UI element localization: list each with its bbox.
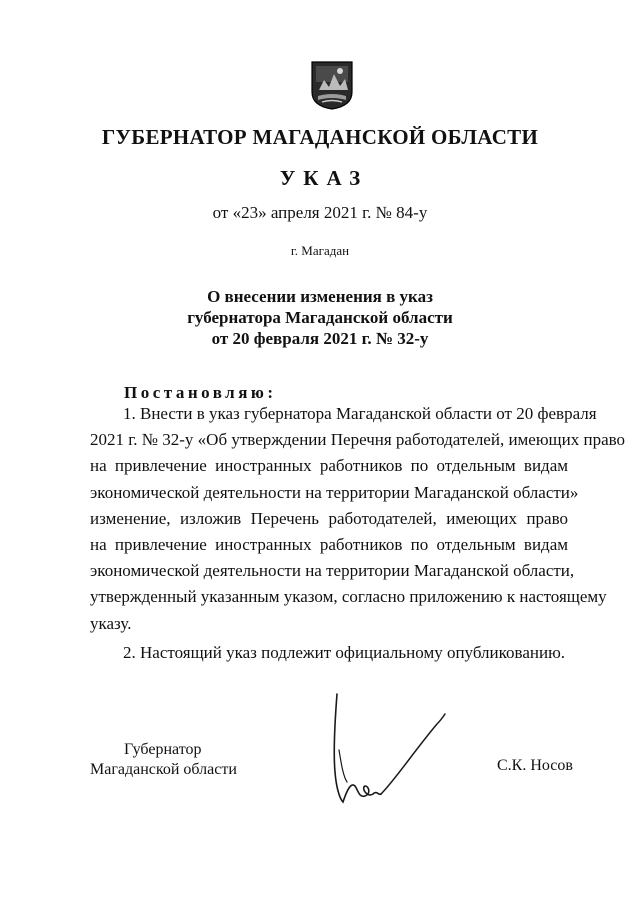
- subject-line: губернатора Магаданской области: [187, 308, 453, 327]
- document-type: УКАЗ: [279, 166, 369, 190]
- paragraph-line: на привлечение иностранных работников по отдельным видам: [90, 534, 568, 554]
- paragraph-line: указу.: [90, 613, 132, 633]
- paragraph-line: изменение, изложив Перечень работодателей, имеющих право: [90, 508, 568, 528]
- decree-word: Постановляю:: [124, 383, 277, 402]
- coat-of-arms-icon: [310, 60, 354, 110]
- paragraph-1: [90, 401, 626, 637]
- subject-line: О внесении изменения в указ: [207, 287, 433, 306]
- position-line: Магаданской области: [90, 761, 237, 778]
- paragraph-line: 1. Внести в указ губернатора Магаданской области от 20 февраля: [123, 404, 597, 423]
- paragraph-line: утвержденный указанным указом, согласно приложению к настоящему: [90, 587, 607, 607]
- signatory-name: С.К. Носов: [497, 757, 573, 774]
- paragraph-line: 2. Настоящий указ подлежит официальному опубликованию.: [123, 643, 566, 662]
- signatory-position: [90, 740, 237, 780]
- paragraph-line: экономической деятельности на территории Магаданской области,: [90, 561, 575, 581]
- document-city: г. Магадан: [290, 243, 350, 258]
- position-line: Губернатор: [124, 741, 202, 758]
- document-date-number: от «23» апреля 2021 г. № 84-у: [212, 203, 428, 222]
- governor-title: ГУБЕРНАТОР МАГАДАНСКОЙ ОБЛАСТИ: [101, 125, 539, 149]
- paragraph-line: на привлечение иностранных работников по отдельным видам: [90, 456, 568, 476]
- subject-line: от 20 февраля 2021 г. № 32-у: [211, 329, 429, 348]
- paragraph-line: 2021 г. № 32-у «Об утверждении Перечня работодателей, имеющих право: [90, 430, 626, 450]
- paragraph-2: [90, 640, 568, 666]
- paragraph-line: экономической деятельности на территории Магаданской области»: [90, 482, 579, 502]
- handwritten-signature-icon: [325, 690, 455, 820]
- decree-subject: [0, 286, 640, 349]
